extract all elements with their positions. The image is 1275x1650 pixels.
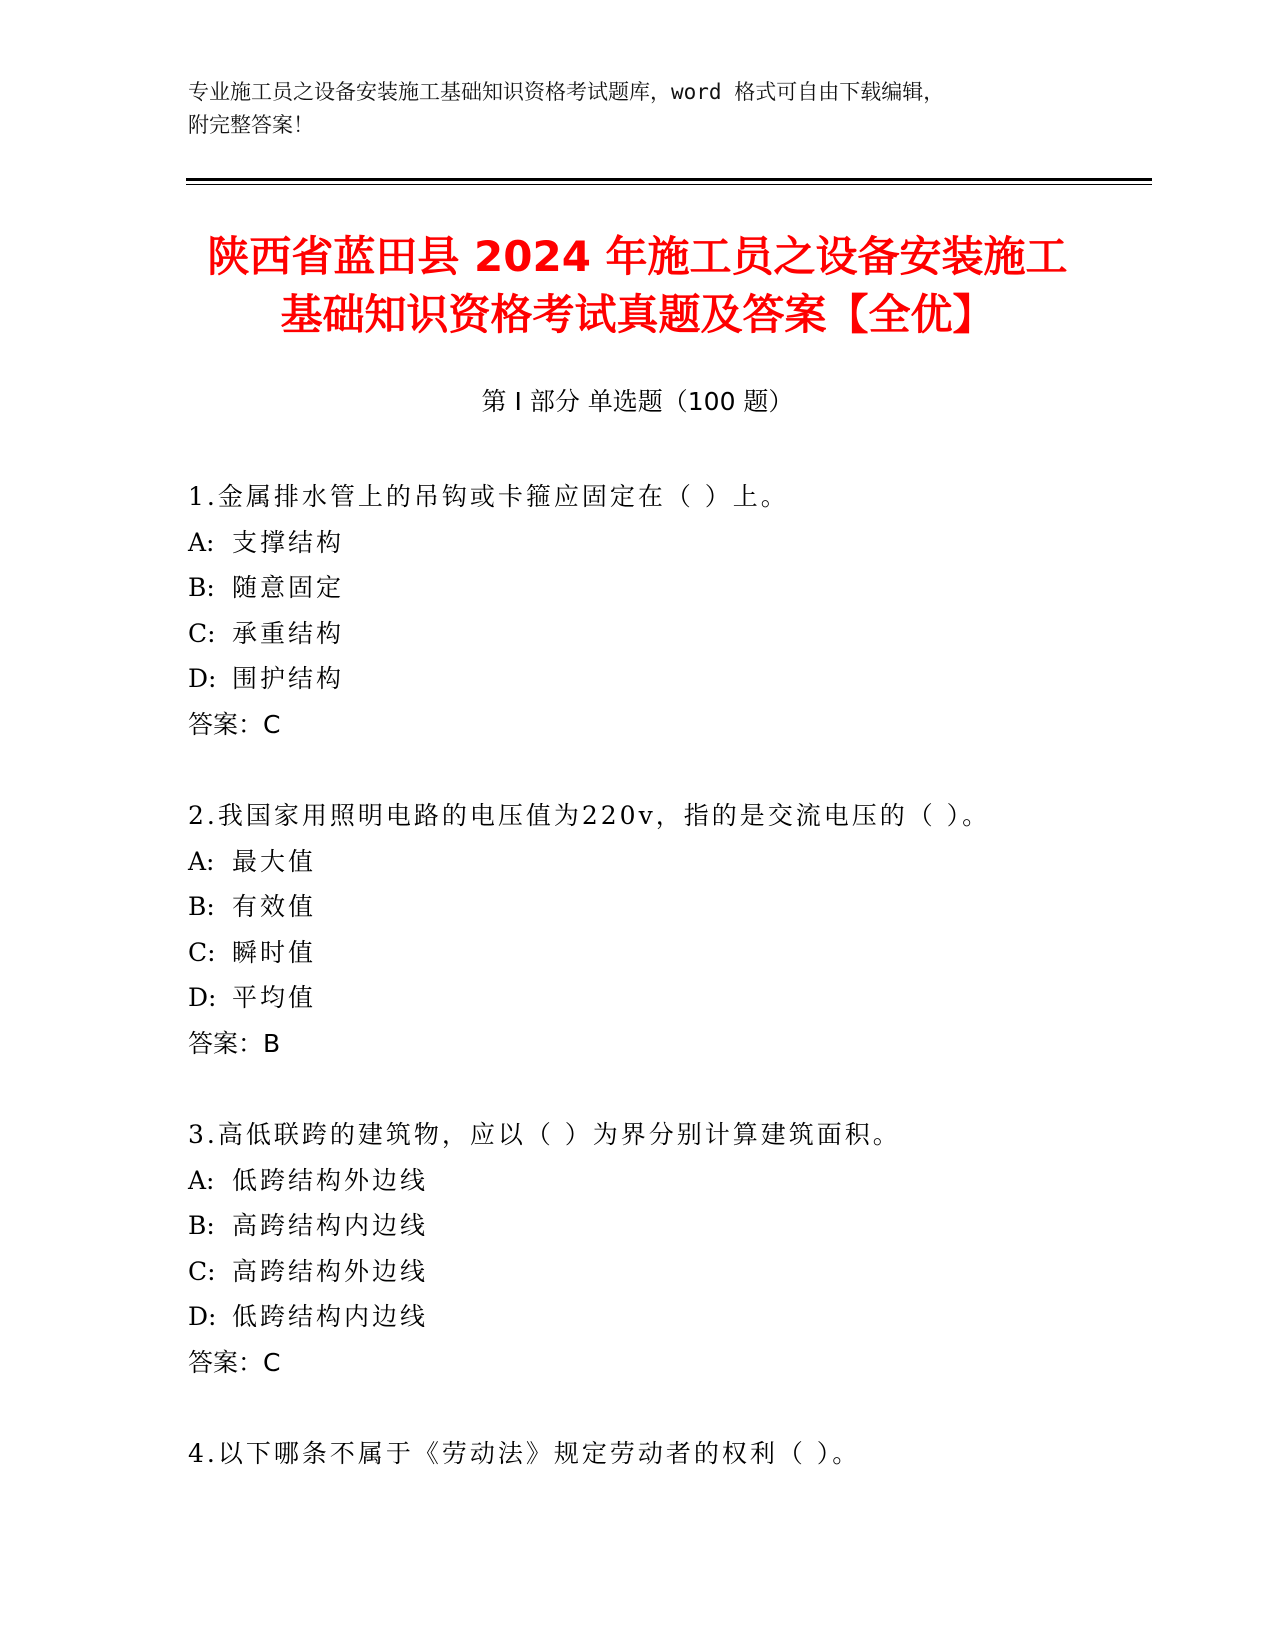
answer-label: 答案：: [188, 709, 264, 739]
option-text: 有效值: [232, 892, 317, 921]
option-text: 支撑结构: [232, 527, 345, 557]
answer-value: C: [263, 1347, 281, 1377]
option-b: [188, 1203, 1138, 1249]
option-letter: D:: [188, 664, 217, 693]
document-title: [150, 228, 1125, 344]
option-d: [188, 656, 1138, 702]
option-letter: A:: [188, 846, 215, 876]
option-text: 承重结构: [232, 618, 345, 648]
option-a: [188, 1158, 1138, 1204]
option-c: [188, 1249, 1138, 1295]
question-1: [188, 474, 1138, 747]
answer-line: [188, 702, 1138, 748]
question-text: 2.我国家用照明电路的电压值为220v，指的是交流电压的（ ）。: [188, 801, 991, 830]
header-note-line-2: 附完整答案！: [188, 113, 314, 137]
option-b: [188, 565, 1138, 611]
option-letter: D:: [188, 1302, 217, 1331]
option-letter: B:: [188, 573, 215, 602]
option-letter: C:: [188, 618, 216, 648]
question-3: [188, 1112, 1138, 1385]
title-line-2: 基础知识资格考试真题及答案【全优】: [280, 290, 995, 339]
question-4: [188, 1431, 1138, 1477]
section-heading: 第 I 部分 单选题（100 题）: [481, 387, 794, 416]
header-note-line-1: 专业施工员之设备安装施工基础知识资格考试题库，word 格式可自由下载编辑，: [188, 80, 945, 104]
answer-label: 答案：: [188, 1028, 264, 1058]
question-text: 1.金属排水管上的吊钩或卡箍应固定在（ ）上。: [188, 482, 789, 511]
question-text: 4.以下哪条不属于《劳动法》规定劳动者的权利（ ）。: [188, 1439, 861, 1468]
option-letter: B:: [188, 892, 215, 921]
option-text: 高跨结构外边线: [232, 1256, 429, 1286]
option-c: [188, 611, 1138, 657]
question-list: [188, 474, 1138, 1523]
option-text: 低跨结构内边线: [232, 1302, 429, 1331]
header-divider-thick: [186, 178, 1152, 181]
header-divider-thin: [186, 184, 1152, 185]
answer-line: [188, 1340, 1138, 1386]
option-letter: A:: [188, 1165, 215, 1195]
option-letter: D:: [188, 983, 217, 1012]
title-line-1: 陕西省蓝田县 2024 年施工员之设备安装施工: [207, 232, 1068, 281]
question-text: 3.高低联跨的建筑物，应以（ ）为界分别计算建筑面积。: [188, 1120, 901, 1149]
option-b: [188, 884, 1138, 930]
answer-value: C: [263, 709, 281, 739]
option-letter: C:: [188, 937, 216, 967]
option-text: 高跨结构内边线: [232, 1211, 429, 1240]
option-a: [188, 520, 1138, 566]
option-letter: B:: [188, 1211, 215, 1240]
option-d: [188, 1294, 1138, 1340]
question-2: [188, 793, 1138, 1066]
option-text: 平均值: [232, 983, 317, 1012]
option-d: [188, 975, 1138, 1021]
option-letter: A:: [188, 527, 215, 557]
answer-value: B: [263, 1028, 281, 1058]
answer-label: 答案：: [188, 1347, 264, 1377]
option-c: [188, 930, 1138, 976]
option-text: 低跨结构外边线: [232, 1165, 429, 1195]
option-text: 瞬时值: [232, 937, 317, 967]
option-text: 围护结构: [232, 664, 345, 693]
answer-line: [188, 1021, 1138, 1067]
header-note: [188, 76, 1068, 142]
option-text: 随意固定: [232, 573, 345, 602]
option-text: 最大值: [232, 846, 317, 876]
option-a: [188, 839, 1138, 885]
option-letter: C:: [188, 1256, 216, 1286]
